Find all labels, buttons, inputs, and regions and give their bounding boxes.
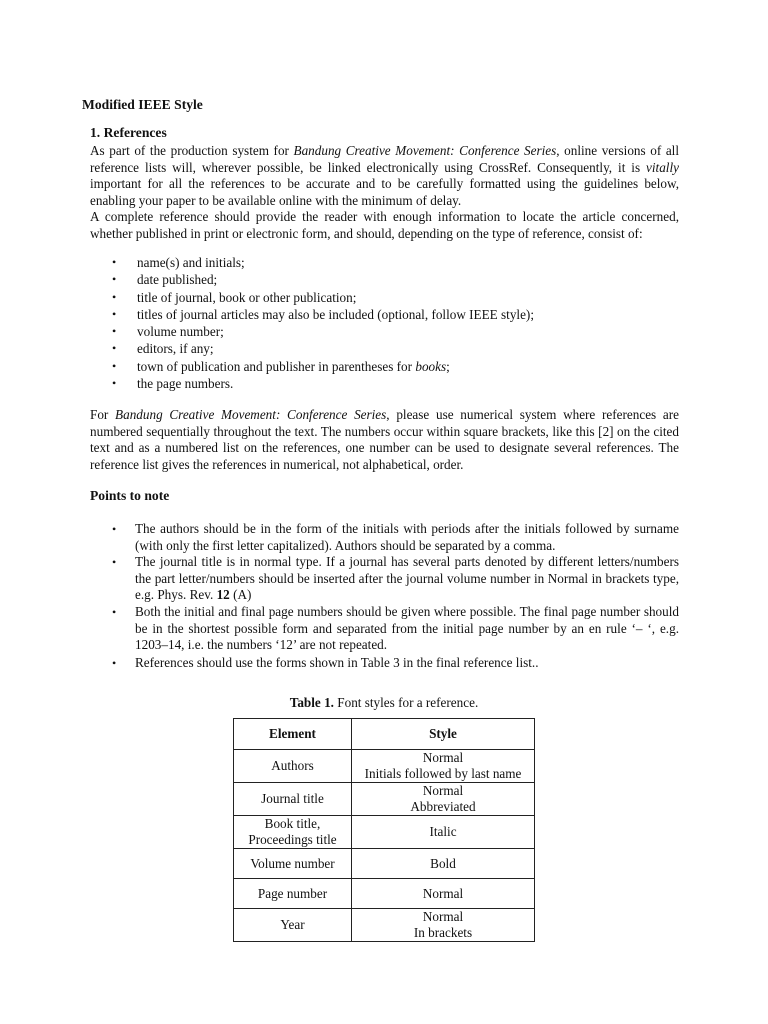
volume-bold: 12 [216,587,230,603]
table-cell: Authors [234,750,352,783]
list-item [90,340,690,357]
cell-line: In brackets [413,925,473,940]
bullet: • [112,375,117,390]
font-styles-table [233,718,535,942]
text-run: , online versions of all reference lists will, wherever possible, be linked electronically using CrossRef. Consequently, it is [90,143,679,175]
cell-line: Book title, [264,816,321,831]
table-cell: Year [234,909,352,942]
list-item-text: editors, if any; [137,341,214,357]
list-item-text: name(s) and initials; [137,255,245,270]
table-row [234,783,535,816]
table-cell [234,816,352,849]
bullet: • [112,655,117,670]
list-item [90,521,679,554]
table-header: Element [234,719,352,750]
cell-line: Normal [422,909,464,924]
list-item [90,655,679,672]
list-item-text: town of publication and publisher in parentheses for [137,358,416,374]
text-run: important for all the references to be accurate and to be carefully formatted using the guidelines below, enabling your paper to be available online with the minimum of delay. [90,176,679,208]
text-run: , please use numerical system where references are numbered sequentially throughout the text. The numbers occur within square brackets, like this [2] on the cited text and as a numbered list on the references, one number can be used to designate several references. The reference list gives the references in numerical, not alphabetical, order. [90,407,679,472]
list-item [90,554,679,604]
table-cell: Normal [352,879,535,909]
cell-line: Abbreviated [410,799,476,814]
list-item-text: the page numbers. [137,375,234,391]
table-cell: Page number [234,879,352,909]
table-header: Style [352,719,535,750]
table-cell: Journal title [234,783,352,816]
reference-elements-list [90,254,690,392]
list-item [90,306,690,323]
notes-list [90,521,690,671]
emphasis: books [415,358,447,374]
bullet: • [112,324,117,338]
table-row [234,909,535,942]
table-header-row [234,719,535,750]
table-cell: Italic [352,816,535,849]
bullet: • [112,341,117,356]
list-item-text: title of journal, book or other publication; [137,289,357,305]
list-item-text: The journal title is in normal type. If a journal has several parts denoted by different letters/numbers the part letter/numbers should be inserted after the journal volume number in Normal in brackets type, e.g. Phys. Rev. [135,554,679,603]
list-item-text: The authors should be in the form of the initials with periods after the initials followed by surname (with only the first letter capitalized). Authors should be separated by a comma. [135,521,679,553]
text-run: (A) [229,587,252,603]
table-row [234,750,535,783]
text-run: For [90,407,116,422]
bullet: • [112,604,117,619]
text-run: As part of the production system for [90,143,294,158]
caption-label: Table 1. [289,695,334,710]
list-item [90,604,679,654]
section-heading: 1. References [90,125,167,140]
table-cell: Volume number [234,849,352,879]
table-row [234,849,535,879]
list-item-text: titles of journal articles may also be included (optional, follow IEEE style); [137,306,534,322]
table-cell [352,750,535,783]
cell-line: Normal [422,783,464,798]
intro-paragraph [90,143,679,242]
text-run: ; [446,358,450,374]
document-title: Modified IEEE Style [82,97,203,112]
bullet: • [112,555,117,570]
journal-name: Bandung Creative Movement: Conference Series [293,143,557,158]
list-item-text: volume number; [137,324,224,339]
numbering-paragraph [90,407,679,473]
list-item-text: date published; [137,272,218,288]
list-item-text: Both the initial and final page numbers should be given where possible. The final page number should be in the shortest possible form and separated from the initial page number by an en rule ‘– ‘, e.g. 1203–14, i.e. the numbers ‘12’ are not repeated. [135,603,679,653]
list-item [90,358,690,375]
list-item [90,271,690,288]
list-item-text: References should use the forms shown in Table 3 in the final reference list.. [135,654,539,670]
bullet: • [112,289,117,304]
cell-line: Initials followed by last name [364,766,522,781]
journal-name: Bandung Creative Movement: Conference Series [115,407,387,422]
cell-line: Normal [422,750,464,765]
caption-text: Font styles for a reference. [333,695,479,710]
table-cell: Bold [352,849,535,879]
list-item [90,375,690,392]
list-item [90,323,690,340]
bullet: • [112,272,117,287]
notes-heading: Points to note [90,488,170,503]
table-cell [352,909,535,942]
list-item [90,254,690,271]
bullet: • [112,255,117,269]
bullet: • [112,358,117,373]
table-caption [0,695,768,711]
bullet: • [112,306,117,321]
cell-line: Proceedings title [248,832,337,847]
list-item [90,289,690,306]
table-row [234,816,535,849]
emphasis: vitally [646,159,679,175]
table-row [234,879,535,909]
reference-paragraph: A complete reference should provide the reader with enough information to locate the article concerned, whether published in print or electronic form, and should, depending on the type of reference, consist of: [90,209,679,241]
bullet: • [112,522,117,536]
table-cell [352,783,535,816]
